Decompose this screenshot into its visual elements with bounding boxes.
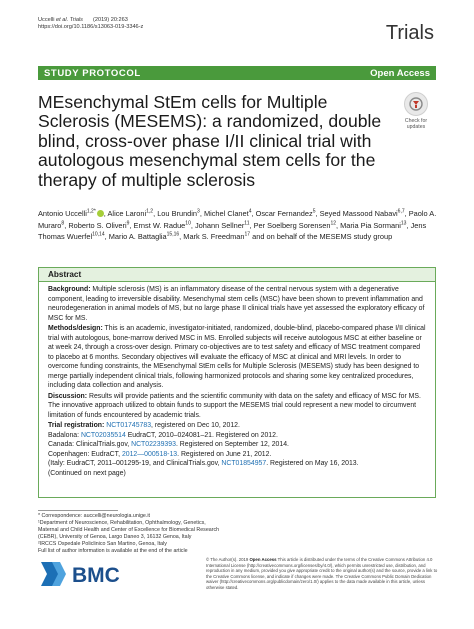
badge-line2: updates <box>406 124 426 130</box>
citation-block <box>38 17 143 31</box>
abstract-discussion <box>48 392 426 421</box>
license-body: This article is distributed under the terms of the Creative Commons Attribution 4.0 International License (http://creativecommons.org/licenses/by/4.0/), which permits unrestricted use, distribution, and reproduction in any medium, provided you give appropriate credit to the original author(s) and the source, provide a link to the Creative Commons license, and indicate if changes were made. The Creative Commons Public Domain Dedication waiver (http://creativecommons.org/publicdomain/zero/1.0/) applies to the data made available in this article, unless otherwise stated. <box>206 557 438 590</box>
affiliation-line: ¹Department of Neuroscience, Rehabilitation, Ophthalmology, Genetics, <box>38 519 206 526</box>
trial-pre: (Italy: EudraCT, 2011–001295-19, and ClinicalTrials.gov, <box>48 460 222 467</box>
author-affiliation: 1,2 <box>146 208 154 215</box>
trial-pre: Copenhagen: EudraCT, <box>48 450 122 458</box>
author-name: Paolo A. Muraro <box>38 209 437 230</box>
trial-link[interactable]: 2012—000518-13 <box>121 450 178 458</box>
author-name: Michel Clanet <box>203 209 249 218</box>
abstract-header <box>39 268 435 282</box>
author-list: Antonio Uccelli$^{1,2*}$ , Alice Laroni$^{1,2}$, Lou Brundin$^3$, Michel Clanet$^4$, Oscar Fernandez$^5$, Seyed Massood Nabavi$^{6,7}$, Paolo A. Muraro$^8$, Roberto S. Oliveri$^9$, Ernst W. Radue$^{10}$, Johann Sellner$^{11}$, Per Soelberg Sorensen$^{12}$, Maria Pia Sormani$^{13}$, Jens Thomas Wuerfel$^{10,14}$, Mario A. Battaglia$^{15,16}$, Mark S. Freedman$^{17}$ and on behalf of the MESEMS study group <box>38 208 437 242</box>
bmc-logo-icon <box>38 558 146 590</box>
author-name: Mario A. Battaglia <box>108 232 167 242</box>
author-name: Jens Thomas Wuerfel <box>38 220 427 242</box>
trial-line <box>48 450 426 460</box>
journal-name: Trials <box>385 22 434 44</box>
author-affiliation: 13 <box>400 220 407 227</box>
author-name: Seyed Massood Nabavi <box>319 209 398 218</box>
trial-post: EudraCT, 2010–024081–21. Registered on 2012. <box>125 431 278 439</box>
author-affiliation: 4 <box>248 208 252 215</box>
author-name: Roberto S. Oliveri <box>68 220 127 230</box>
doi-link[interactable]: https://doi.org/10.1186/s13063-019-3346-z <box>38 24 144 30</box>
citation-line <box>38 17 143 24</box>
open-access-note: Open Access <box>249 557 277 562</box>
author-name: Lou Brundin <box>157 209 198 218</box>
abstract-box <box>38 267 436 498</box>
abstract-background <box>48 285 426 323</box>
author-affiliation: 10 <box>185 220 191 227</box>
author-affiliation: 10,14 <box>92 231 105 238</box>
trial-line <box>48 440 426 450</box>
trial-link[interactable]: NCT01854957 <box>221 460 267 467</box>
author-affiliation: 12 <box>330 220 336 227</box>
trial-post: , registered on Dec 10, 2012. <box>151 422 240 429</box>
citation-authors: Uccelli <box>38 17 57 23</box>
open-access-label: Open Access <box>370 68 430 79</box>
trial-link[interactable]: NCT01745783 <box>106 422 152 429</box>
abstract-heading: Abstract <box>48 270 82 279</box>
trial-line <box>48 459 426 469</box>
abstract-body <box>48 285 426 478</box>
author-affiliation: 15,16 <box>166 231 180 238</box>
author-affiliation: 8 <box>61 220 65 227</box>
check-updates-text <box>398 118 434 130</box>
footnotes <box>38 513 248 554</box>
continued-note: (Continued on next page) <box>48 469 126 477</box>
trial-post: . Registered on September 12, 2014. <box>175 441 289 448</box>
author-name: Antonio Uccelli <box>38 209 87 218</box>
orcid-icon[interactable] <box>97 210 104 217</box>
author-affiliation: 1,2* <box>86 208 96 215</box>
copyright: © The Author(s). 2019 <box>206 557 249 562</box>
author-affiliation: 11 <box>244 220 250 227</box>
license-text <box>206 557 438 591</box>
author-name: Ernst W. Radue <box>133 220 186 230</box>
trial-link[interactable]: NCT02239393 <box>131 441 176 448</box>
trial-pre: Canada: ClinicalTrials.gov, <box>48 441 132 448</box>
author-affiliation: 3 <box>197 208 200 215</box>
author-affiliation: 17 <box>244 231 251 238</box>
trial-registration <box>48 421 426 478</box>
author-name: Maria Pia Sormani <box>340 220 401 230</box>
trial-pre: Badalona: <box>48 431 81 439</box>
background-label: Background: <box>48 286 91 293</box>
footnote-divider <box>38 510 118 511</box>
affiliation-line: (CEBR), University of Genoa, Largo Daneo 3, 16132 Genoa, Italy <box>38 533 192 540</box>
author-info-note: Full list of author information is available at the end of the article <box>38 547 188 554</box>
affiliation-line: Maternal and Child Health and Center of Excellence for Biomedical Research <box>38 526 220 533</box>
author-affiliation: 9 <box>126 220 130 227</box>
article-type-banner <box>38 66 436 80</box>
check-for-updates-badge[interactable] <box>398 92 434 130</box>
citation-journal: et al. Trials <box>56 17 83 23</box>
author-affiliation: 6,7 <box>397 208 405 215</box>
bmc-logo <box>38 558 146 590</box>
bmc-logo-text: BMC <box>72 564 120 587</box>
citation-year: (2019) 20:263 <box>92 17 128 23</box>
correspondence-note[interactable]: * Correspondence: auccelli@neurologia.unige.it <box>38 513 150 519</box>
trial-link[interactable]: NCT02035514 <box>80 431 126 439</box>
methods-label: Methods/design: <box>48 325 103 332</box>
trial-post: . Registered on June 21, 2012. <box>177 450 272 458</box>
background-text: Multiple sclerosis (MS) is an inflammatory disease of the central nervous system with a degenerative component, leading to irreversible disability. Mesenchymal stem cells (MSC) have been shown to prevent inflammation and neurodegeneration in animal models of MS, but no large phase II clinical trials have yet assessed the exploratory efficacy of MSC for MS. <box>48 286 425 322</box>
authors-tail: and on behalf of the MESEMS study group <box>250 232 393 242</box>
author-name: Alice Laroni <box>107 209 147 218</box>
author-name: Mark S. Freedman <box>183 232 245 242</box>
check-updates-icon <box>404 92 428 116</box>
trial-post: . Registered on May 16, 2013. <box>266 460 359 467</box>
author-name: Per Soelberg Sorensen <box>253 220 331 230</box>
author-name: Johann Sellner <box>194 220 245 230</box>
badge-line1: Check for <box>404 118 428 124</box>
article-type-label: STUDY PROTOCOL <box>44 68 141 79</box>
methods-text: This is an academic, investigator-initiated, randomized, double-blind, placebo-compared phase I/II clinical trial with autologous, bone-marrow derived MSC in MS. Enrolled subjects will receive autologous MSC at either baseline or at week 24, through a cross-over design. Primary co-objectives are to test safety and efficacy of MSC treatment compared to placebo at 6 months. Secondary objectives will evaluate the efficacy of MSC at clinical and MRI levels. In order to overcome funding constraints, the MEsenchymal StEm cells for Multiple Sclerosis (MESEMS) study has been designed to merge partially independent clinical trials, following harmonized protocols and sharing some key centralized procedures, including data collection and analysis. <box>48 325 426 389</box>
discussion-label: Discussion: <box>48 392 88 400</box>
trial-label: Trial registration: <box>48 422 105 429</box>
discussion-text: Results will provide patients and the scientific community with data on the safety and efficacy of MSC for MS. The innovative approach utilized to obtain funds to support the MESEMS trial could represent a new model to circumvent limitation of funds encountered by academic trials. <box>48 392 421 419</box>
abstract-methods <box>48 324 426 391</box>
author-name: Oscar Fernandez <box>255 209 313 218</box>
article-title: MEsenchymal StEm cells for Multiple Sclerosis (MESEMS): a randomized, double blind, cross-over phase I/II clinical trial with autologous mesenchymal stem cells for the therapy of multiple sclerosis <box>38 92 382 190</box>
affiliation-line: ²IRCCS Ospedale Policlinico San Martino, Genoa, Italy <box>38 540 167 547</box>
trial-line <box>48 421 426 431</box>
trial-line <box>48 431 426 441</box>
author-affiliation: 5 <box>312 208 316 215</box>
